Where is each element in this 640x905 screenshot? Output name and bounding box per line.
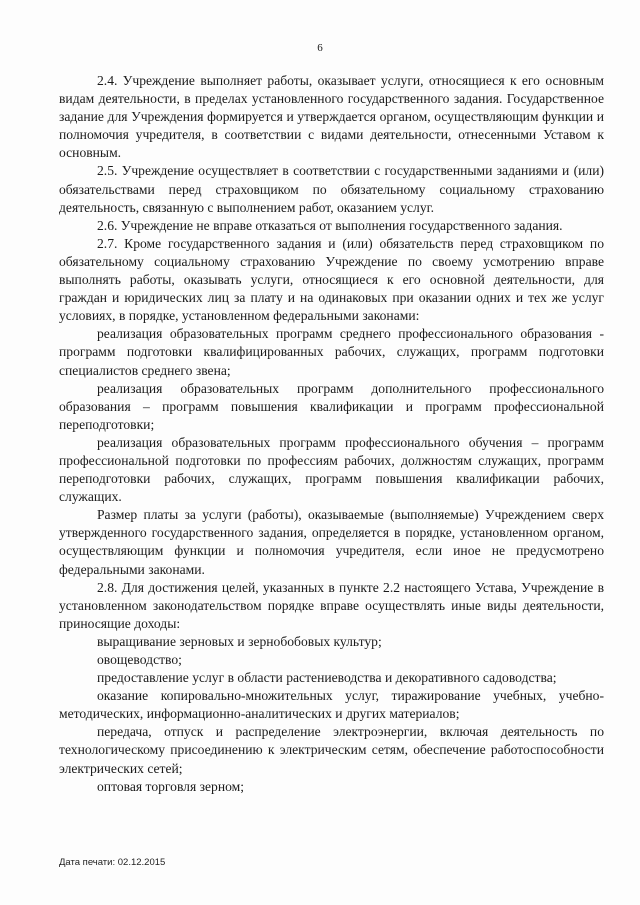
paragraph-2-5: 2.5. Учреждение осуществляет в соответствии с государственными заданиями и (или) обязательствами перед страховщиком по обязательному социальному страхованию деятельность, связанную с выполнением работ, оказанием услуг. bbox=[59, 163, 604, 215]
paragraph-fee: Размер платы за услуги (работы), оказываемые (выполняемые) Учреждением сверх утвержденного государственного задания, определяется в порядке, установленном органом, осуществляющим функции и полномочия учредителя, если иное не предусмотрено федеральными законами. bbox=[59, 507, 604, 577]
list-item: овощеводство; bbox=[97, 652, 182, 667]
list-item: оптовая торговля зерном; bbox=[97, 778, 245, 794]
list-item: выращивание зерновых и зернобобовых культур; bbox=[97, 633, 382, 649]
paragraph-2-8: 2.8. Для достижения целей, указанных в пункте 2.2 настоящего Устава, Учреждение в установленном законодательством порядке вправе осуществлять иные виды деятельности, приносящие доходы: bbox=[59, 579, 604, 631]
list-item: передача, отпуск и распределение электроэнергии, включая деятельность по технологическому присоединению к электрическим сетям, обеспечение работоспособности электрических сетей; bbox=[59, 724, 604, 776]
document-body bbox=[59, 72, 604, 796]
paragraph-2-7: 2.7. Кроме государственного задания и (или) обязательств перед страховщиком по обязательному социальному страхованию Учреждение по своему усмотрению вправе выполнять работы, оказывать услуги, относящиеся к его основной деятельности, для граждан и юридических лиц за плату и на одинаковых при оказании одних и тех же услуг условиях, в порядке, установленном федеральными законами: bbox=[59, 235, 604, 324]
paragraph-2-6: 2.6. Учреждение не вправе отказаться от выполнения государственного задания. bbox=[97, 217, 563, 233]
print-date-footer: Дата печати: 02.12.2015 bbox=[59, 857, 166, 868]
paragraph-2-4: 2.4. Учреждение выполняет работы, оказывает услуги, относящиеся к его основным видам деятельности, в пределах установленного государственного задания. Государственное задание для Учреждения формируется и утверждается органом, осуществляющим функции и полномочия учредителя, в соответствии с видами деятельности, отнесенными Уставом к основным. bbox=[59, 73, 604, 161]
list-item: реализация образовательных программ дополнительного профессионального образования – программ повышения квалификации и программ профессиональной переподготовки; bbox=[59, 380, 604, 432]
list-item: предоставление услуг в области растениеводства и декоративного садоводства; bbox=[97, 670, 557, 686]
list-item: реализация образовательных программ профессионального обучения – программ профессиональной подготовки по профессиям рабочих, должностям служащих, программ переподготовки рабочих, служащих, программ повышения квалификации рабочих, служащих. bbox=[59, 434, 604, 505]
list-item: реализация образовательных программ среднего профессионального образования - программ подготовки квалифицированных рабочих, служащих, программ подготовки специалистов среднего звена; bbox=[59, 326, 604, 378]
list-item: оказание копировально-множительных услуг, тиражирование учебных, учебно-методических, информационно-аналитических и других материалов; bbox=[59, 688, 604, 722]
page-number: 6 bbox=[317, 42, 323, 54]
